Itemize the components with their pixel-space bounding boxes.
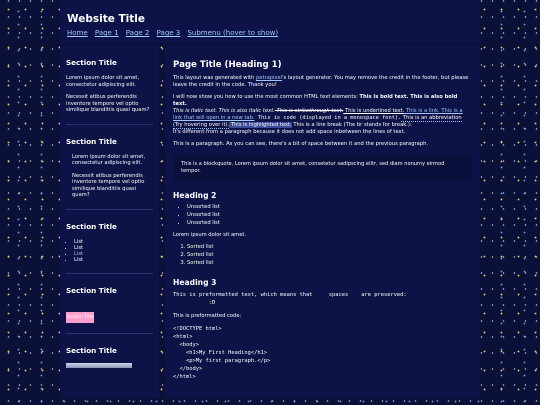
new-tab-link[interactable]: This is a link that will open in a new tab. [173, 108, 463, 121]
sidebar-list [66, 239, 153, 264]
example-link[interactable]: This is a link. [404, 108, 440, 114]
main-content [165, 46, 480, 398]
page-container [60, 0, 480, 405]
list-item: 2. Sorted list [187, 252, 472, 260]
list-item: • List [74, 257, 153, 263]
nav-page-2[interactable]: Page 2 [125, 29, 150, 37]
list-item: • Unsorted list [187, 212, 472, 220]
sidebar-text: Lorem ipsum dolor sit amet, consectetur adipiscing elit. [66, 75, 140, 88]
bold-text: This is also bold text. [173, 94, 458, 107]
sidebar-section-title: Section Title [66, 136, 117, 146]
italic-text: This is italic text. [173, 108, 218, 114]
sidebar-section-5 [66, 333, 153, 368]
sidebar-text: Necessit atibus perferendis inventore tempore vel optio similique blanditiis quasi quam? [72, 172, 145, 198]
text-span: This is a line break (The br stands for break.): [291, 122, 412, 128]
sidebar-badge: Section Title [66, 312, 94, 323]
sidebar-section-title: Section Title [66, 58, 117, 67]
paragraph: This is preformatted code: [173, 312, 242, 319]
site-title[interactable]: Website Title [67, 13, 145, 25]
sidebar-section-title: Section Title [66, 221, 117, 231]
nav-page-1[interactable]: Page 1 [94, 29, 119, 37]
paragraph: Lorem ipsum dolor sit amet. [173, 232, 247, 239]
list-item: 1. Sorted list [187, 244, 472, 252]
sidebar-text: Necessit atibus perferendis inventore tempore vel optio similique blanditiis quasi quam? [66, 94, 150, 113]
text-span: 's layout generator. You may remove the credit in the footer, but please leave the credit in the code. Thank you! [173, 75, 469, 88]
underlined-text: This is underlined text. [343, 108, 405, 114]
elements-paragraph [173, 94, 472, 136]
main-nav [67, 29, 473, 37]
sidebar-section-title: Section Title [66, 286, 117, 296]
nav-page-3[interactable]: Page 3 [156, 29, 181, 37]
sidebar-section-4 [66, 273, 153, 323]
list-item: • Unsorted list [187, 204, 472, 212]
blockquote: This is a blockquote. Lorem ipsum dolor sit amet, consetetur sadipscing elitr, sed diam nonumy eirmod tempor. [173, 154, 472, 181]
abbreviation-text[interactable]: This is an abbreviation (Try hovering over it). [173, 115, 462, 128]
content-columns [60, 46, 480, 398]
text-span: It's different from a paragraph because it does not add space inbetween the lines of text. [173, 129, 406, 135]
sidebar-section-3 [66, 209, 153, 264]
preformatted-code: <!DOCTYPE html> <html> <body> <h1>My First Heading</h1> <p>My first paragraph.</p> </body> </html> [173, 325, 271, 380]
unsorted-list [173, 204, 472, 227]
sidebar-text: Lorem ipsum dolor sit amet, consectetur adipiscing elit. [72, 153, 146, 166]
sidebar-section-2 [66, 124, 153, 199]
sidebar [60, 46, 159, 398]
sidebar-section-title: Section Title [66, 346, 117, 356]
highlighted-text: This is highlighted text. [229, 122, 292, 128]
list-item: • List [74, 245, 153, 251]
list-item: • Unsorted list [187, 220, 472, 228]
nav-home[interactable]: Home [67, 29, 88, 37]
petrapixel-link[interactable]: petrapixel [255, 75, 283, 81]
bold-text: This is bold text. [359, 94, 409, 100]
preformatted-text: This is preformatted text, which means that spaces are preserved: :D [173, 291, 407, 306]
sidebar-list-link[interactable]: List [74, 250, 84, 257]
intro-paragraph [173, 75, 472, 89]
heading-3: Heading 3 [173, 277, 217, 287]
text-span: I will now show you how to use the most common HTML text elements: [173, 94, 360, 100]
list-item: 3. Sorted list [187, 260, 472, 268]
nav-submenu[interactable]: Submenu (hover to show) [187, 29, 279, 37]
italic-text: This is also italic text. [217, 108, 275, 114]
sorted-list [173, 244, 472, 267]
page-title: Page Title (Heading 1) [173, 60, 282, 70]
sidebar-section-1 [66, 46, 153, 114]
sidebar-image [66, 363, 132, 368]
code-text: This is code (displayed in a monospace font). [254, 115, 402, 121]
site-header [60, 0, 480, 44]
heading-2: Heading 2 [173, 191, 217, 200]
paragraph: This is a paragraph. As you can see, there's a bit of space between it and the previous paragraph. [173, 141, 429, 147]
text-span: This layout was generated with [173, 75, 256, 81]
list-item: • List [74, 239, 153, 245]
strikethrough-text: This is strikethrough text. [274, 108, 344, 114]
